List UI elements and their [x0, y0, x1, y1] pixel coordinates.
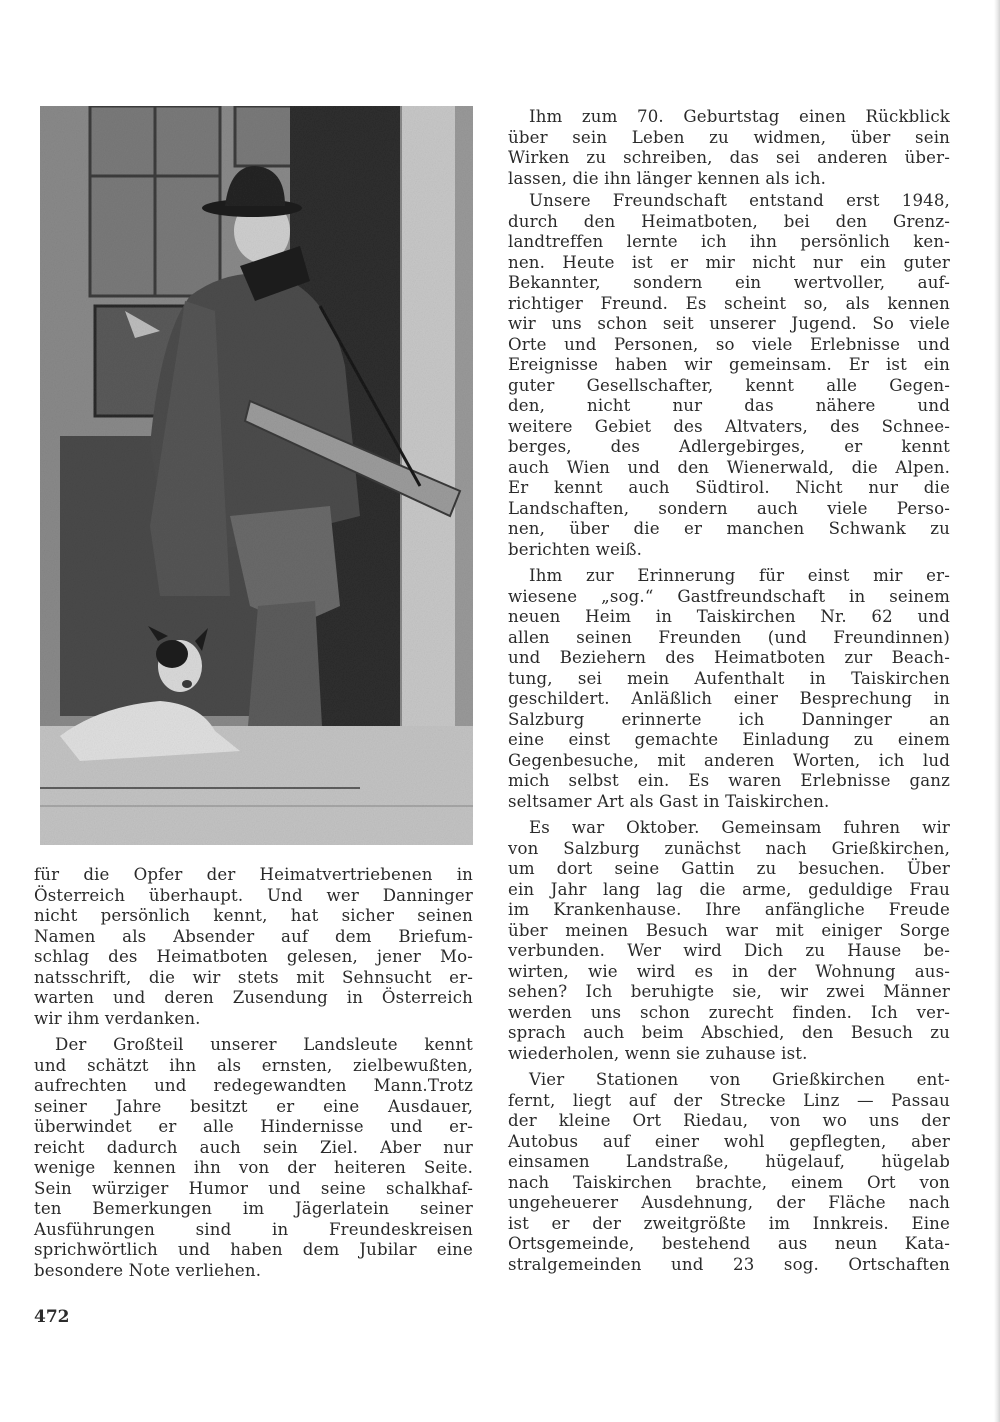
paragraph [34, 865, 473, 1029]
text-line: Namen als Absender auf dem Briefum- [34, 926, 473, 946]
text-line: lassen, die ihn länger kennen als ich. [508, 168, 827, 188]
text-line: Der Großteil unserer Landsleute kennt [55, 1035, 473, 1054]
text-line: berges, des Adlergebirges, er kennt [508, 437, 950, 456]
text-line: Ihm zur Erinnerung für einst mir er- [529, 566, 950, 585]
text-line: Österreich überhaupt. Und wer Danninger [34, 885, 473, 905]
text-line: reicht dadurch auch sein Ziel. Aber nur [34, 1137, 473, 1157]
text-line: Unsere Freundschaft entstand erst 1948, [529, 191, 950, 210]
text-line: stralgemeinden und 23 sog. Ortschaften [508, 1254, 950, 1274]
text-line: sprichwörtlich und haben dem Jubilar eine [34, 1240, 473, 1259]
text-line: durch den Heimatboten, bei den Grenz- [508, 211, 950, 231]
text-line: nen, über die er manchen Schwank zu [508, 519, 950, 538]
text-line: mich selbst ein. Es waren Erlebnisse ganz [508, 771, 950, 790]
text-line: Vier Stationen von Grießkirchen ent- [529, 1070, 950, 1089]
text-line: von Salzburg zunächst nach Grießkirchen, [508, 838, 950, 858]
text-line: Ihm zum 70. Geburtstag einen Rückblick [529, 107, 950, 126]
right-column [508, 107, 950, 1275]
text-line: im Krankenhause. Ihre anfängliche Freude [508, 900, 950, 919]
left-column [34, 865, 473, 1281]
text-line: sprach auch beim Abschied, den Besuch zu [508, 1023, 950, 1042]
paragraph [508, 191, 950, 560]
text-line: besondere Note verliehen. [34, 1260, 262, 1280]
text-line: Es war Oktober. Gemeinsam fuhren wir [529, 818, 950, 837]
text-line: wiesene „sog.“ Gastfreundschaft in seinem [508, 586, 950, 606]
text-line: seiner Jahre besitzt er eine Ausdauer, [34, 1096, 473, 1116]
page-number: 472 [34, 1307, 70, 1327]
text-line: nach Taiskirchen brachte, einem Ort von [508, 1172, 950, 1192]
text-line: und Beziehern des Heimatboten zur Beach- [508, 648, 950, 667]
text-line: um dort seine Gattin zu besuchen. Über [508, 859, 950, 878]
text-line: nicht persönlich kennt, hat sicher seinen [34, 906, 473, 925]
paragraph [508, 818, 950, 1064]
text-line: neuen Heim in Taiskirchen Nr. 62 und [508, 607, 950, 626]
paragraph [508, 107, 950, 189]
text-line: auch Wien und den Wienerwald, die Alpen. [508, 457, 950, 477]
text-line: der kleine Ort Riedau, von wo uns der [508, 1111, 950, 1130]
text-line: Orte und Personen, so viele Erlebnisse und [508, 334, 950, 354]
text-line: über sein Leben zu widmen, über sein [508, 127, 950, 147]
paragraph [508, 1070, 950, 1275]
text-line: Wirken zu schreiben, das sei anderen über- [508, 148, 950, 167]
text-line: Ausführungen sind in Freundeskreisen [34, 1219, 473, 1239]
text-line: Landschaften, sondern auch viele Perso- [508, 498, 950, 518]
text-line: überwindet er alle Hindernisse und er- [34, 1117, 473, 1136]
text-line: wirten, wie wird es in der Wohnung aus- [508, 961, 950, 981]
text-line: verbunden. Wer wird Dich zu Hause be- [508, 941, 950, 960]
text-line: sehen? Ich beruhigte sie, wir zwei Männer [508, 982, 950, 1001]
text-line: Ereignisse haben wir gemeinsam. Er ist ein [508, 355, 950, 374]
text-line: natsschrift, die wir stets mit Sehnsucht er- [34, 967, 473, 987]
text-line: schlag des Heimatboten gelesen, jener Mo- [34, 947, 473, 966]
door-jamb [402, 106, 457, 766]
text-line: geschildert. Anläßlich einer Besprechung in [508, 689, 950, 708]
text-line: warten und deren Zusendung in Österreich [34, 988, 473, 1007]
text-line: wir uns schon seit unserer Jugend. So viele [508, 314, 950, 333]
text-line: Autobus auf einer wohl gepflegten, aber [508, 1131, 950, 1151]
text-line: für die Opfer der Heimatvertriebenen in [34, 865, 473, 884]
text-line: allen seinen Freunden (und Freundinnen) [508, 627, 950, 647]
text-line: wir ihm verdanken. [34, 1008, 201, 1028]
text-line: ten Bemerkungen im Jägerlatein seiner [34, 1199, 473, 1218]
text-line: aufrechten und redegewandten Mann.Trotz [34, 1076, 473, 1095]
text-line: über meinen Besuch war mit einiger Sorge [508, 920, 950, 940]
text-line: wiederholen, wenn sie zuhause ist. [508, 1043, 808, 1063]
text-line: Bekannter, sondern ein wertvoller, auf- [508, 273, 950, 292]
text-line: seltsamer Art als Gast in Taiskirchen. [508, 791, 830, 811]
text-line: eine einst gemachte Einladung zu einem [508, 730, 950, 749]
photo-image [40, 106, 473, 845]
text-line: Er kennt auch Südtirol. Nicht nur die [508, 478, 950, 497]
text-line: werden uns schon zurecht finden. Ich ver- [508, 1002, 950, 1022]
text-line: den, nicht nur das nähere und [508, 396, 950, 415]
text-line: Ortsgemeinde, bestehend aus neun Kata- [508, 1234, 950, 1253]
photograph [40, 106, 473, 845]
page-edge-shadow [994, 0, 1000, 1422]
paragraph [508, 566, 950, 812]
text-line: wenige kennen ihn von der heiteren Seite. [34, 1158, 473, 1177]
text-line: ist er der zweitgrößte im Innkreis. Eine [508, 1213, 950, 1233]
text-line: richtiger Freund. Es scheint so, als kennen [508, 293, 950, 313]
text-line: fernt, liegt auf der Strecke Linz — Passau [508, 1090, 950, 1110]
text-line: Salzburg erinnerte ich Danninger an [508, 709, 950, 729]
text-line: Sein würziger Humor und seine schalkhaf- [34, 1178, 473, 1198]
text-line: ungeheuerer Ausdehnung, der Fläche nach [508, 1193, 950, 1212]
text-line: weitere Gebiet des Altvaters, des Schnee- [508, 416, 950, 436]
text-line: berichten weiß. [508, 539, 643, 559]
text-line: guter Gesellschafter, kennt alle Gegen- [508, 375, 950, 395]
text-line: nen. Heute ist er mir nicht nur ein guter [508, 252, 950, 272]
text-line: einsamen Landstraße, hügelauf, hügelab [508, 1152, 950, 1171]
paragraph [34, 1035, 473, 1281]
text-line: tung, sei mein Aufenthalt in Taiskirchen [508, 668, 950, 688]
text-line: landtreffen lernte ich ihn persönlich ken- [508, 232, 950, 251]
text-line: ein Jahr lang lag die arme, geduldige Frau [508, 879, 950, 899]
text-line: und schätzt ihn als ernsten, zielbewußten, [34, 1055, 473, 1075]
text-line: Gegenbesuche, mit anderen Worten, ich lud [508, 750, 950, 770]
